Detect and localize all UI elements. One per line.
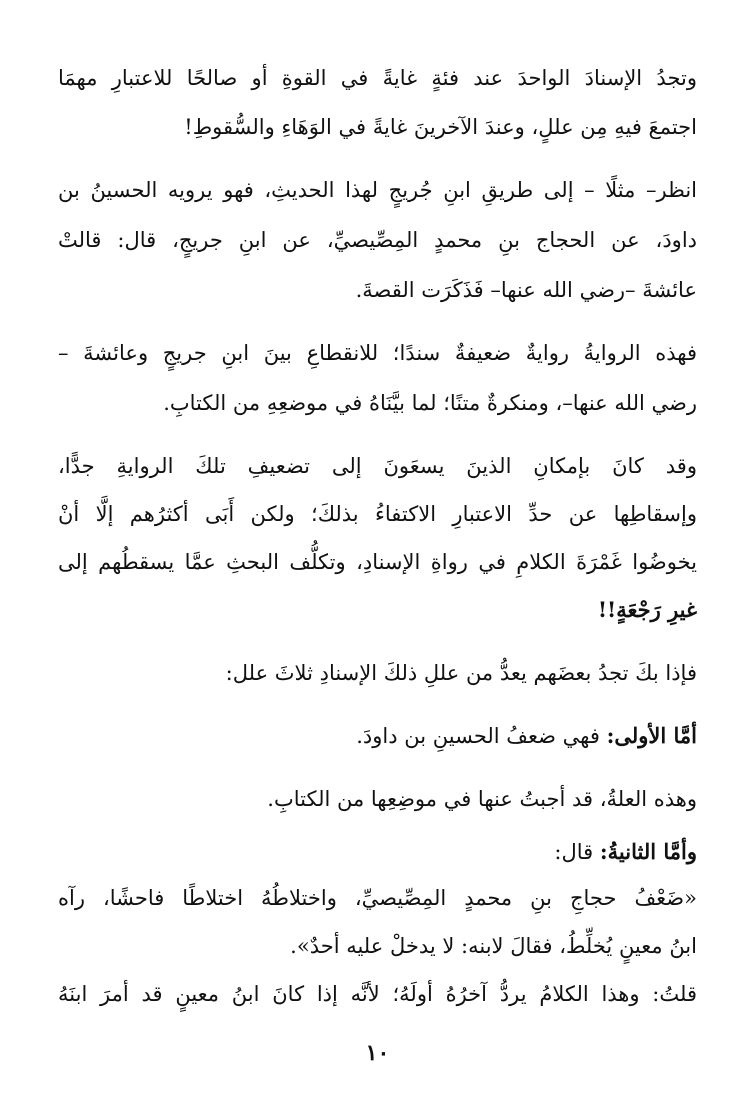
page-number: ١٠: [365, 1040, 390, 1066]
text-line: فهي ضعفُ الحسينِ بن داودَ.: [356, 724, 600, 748]
first-cause-line: [58, 722, 697, 750]
text-line: وهذه العلةُ، قد أجبتُ عنها في موضِعِها من الكتابِ.: [267, 787, 697, 811]
text-line: فإذا بكَ تجدُ بعضَهم يعدُّ من عللِ ذلكَ الإسنادِ ثلاثَ علل:: [225, 661, 697, 685]
text-line: وإسقاطِها عن حدِّ الاعتبارِ الاكتفاءُ بذلكَ؛ ولكن أَبَى أكثرُهم إلَّا أنْ: [58, 502, 697, 526]
second-cause-line: [58, 838, 697, 866]
quote-line: ابنُ معينٍ يُخلِّطُ، فقالَ لابنه: لا يدخلْ عليه أحدٌ».: [290, 934, 697, 958]
heading-first: أمَّا الأولى:: [606, 723, 697, 748]
text-line: غيرِ رَجْعَةٍ!!: [597, 597, 697, 622]
text-line: وتجدُ الإسنادَ الواحدَ عند فئةٍ غايةً في القوةِ أو صالحًا للاعتبارِ مهمَا: [58, 66, 697, 90]
text-line: قلتُ: وهذا الكلامُ يردُّ آخرُهُ أولَهُ؛ لأنَّه إذا كانَ ابنُ معينٍ قد أمرَ ابنَهُ: [58, 982, 697, 1006]
text-line: اجتمعَ فيهِ مِن عللٍ، وعندَ الآخرينَ غايةً في الوَهَاءِ والسُّقوطِ!: [184, 115, 697, 139]
text-line: قال:: [554, 840, 594, 864]
quote-line: «ضَعْفُ حجاجِ بنِ محمدٍ المِصِّيصيِّ، واختلاطُهُ اختلاطًا فاحشًا، رآه: [58, 886, 697, 910]
text-line: رضي الله عنها–، ومنكرةٌ متنًا؛ لما بيَّنَاهُ في موضعِهِ من الكتابِ.: [163, 391, 697, 415]
text-line: يخوضُوا غَمْرَةَ الكلامِ في رواةِ الإسنادِ، وتكلُّف البحثِ عمَّا يسقطُهم إلى: [58, 550, 697, 574]
text-line: عائشةَ –رضي الله عنها– فَذَكَرَت القصةَ.: [355, 278, 697, 302]
heading-second: وأمَّا الثانيةُ:: [599, 839, 697, 864]
text-line: فهذه الروايةُ روايةٌ ضعيفةٌ سندًا؛ للانقطاعِ بينَ ابنِ جريجٍ وعائشةَ –: [58, 341, 697, 365]
text-line: داودَ، عن الحجاج بنِ محمدٍ المِصِّيصيِّ، عن ابنِ جريجٍ، قال: قالتْ: [58, 228, 697, 252]
text-line: وقد كانَ بإمكانِ الذينَ يسعَونَ إلى تضعيفِ تلكَ الروايةِ جدًّا،: [58, 454, 697, 478]
text-line: انظر– مثلًا – إلى طريقِ ابنِ جُريجٍ لهذا الحديثِ، فهو يرويه الحسينُ بن: [58, 178, 697, 202]
